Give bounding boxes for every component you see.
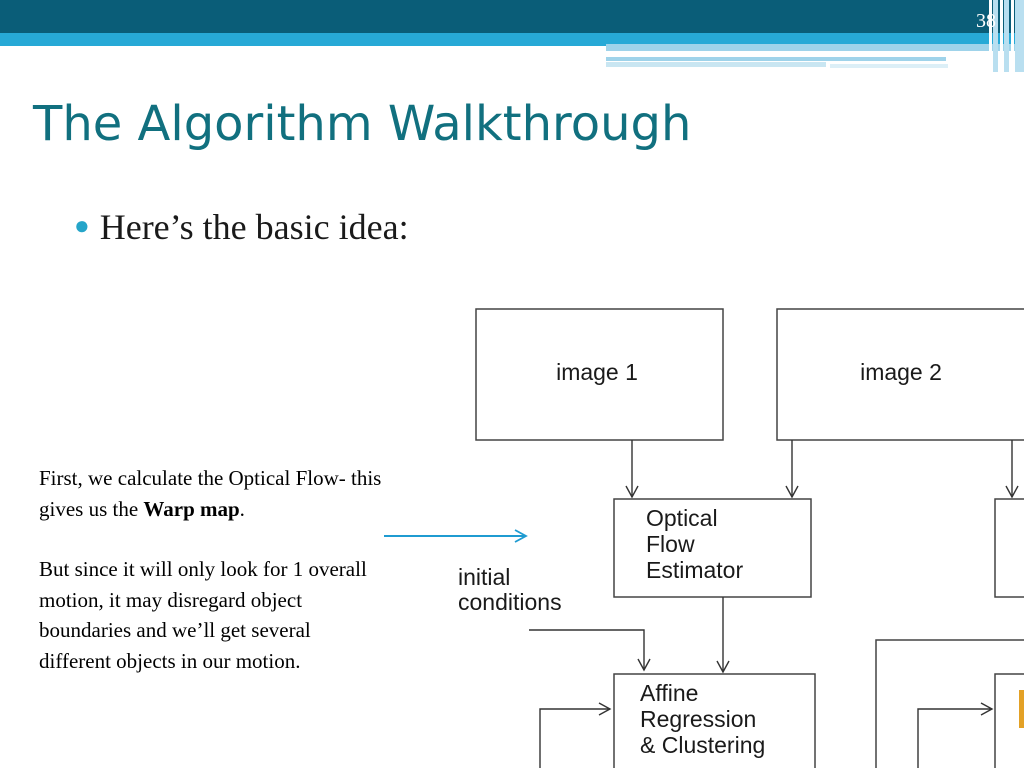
slide-number: 38 (976, 10, 996, 32)
affine-label-line-2: Regression (640, 706, 757, 732)
image-1-label: image 1 (556, 359, 638, 385)
arrow-right-feedback (918, 709, 992, 768)
image-2-label: image 2 (860, 359, 942, 385)
explanation-paragraph-2: But since it will only look for 1 overall motion, it may disregard object boundaries and we’ll get several different objects in our motion. (39, 557, 367, 673)
affine-label-line-3: & Clustering (640, 732, 766, 758)
warp-map-term: Warp map (143, 496, 240, 521)
explanation-paragraph-1: First, we calculate the Optical Flow- this gives us the Warp map. (39, 466, 382, 521)
bullet-text: Here’s the basic idea: (99, 207, 409, 247)
initial-conditions-line-2: conditions (458, 589, 562, 615)
affine-label-line-1: Affine (640, 680, 699, 706)
arrow-initial-conditions (529, 630, 644, 670)
estimator-label-line-1: Optical (646, 505, 718, 531)
estimator-label-line-2: Flow (646, 531, 695, 557)
arrow-feedback-to-affine (540, 709, 610, 768)
right-estimator-box (995, 499, 1024, 597)
initial-conditions-line-1: initial (458, 564, 511, 590)
slide-title: The Algorithm Walkthrough (33, 96, 692, 152)
bullet-dot-icon: ● (74, 211, 90, 240)
estimator-label-line-3: Estimator (646, 557, 744, 583)
right-box-orange-mark (1019, 690, 1024, 728)
